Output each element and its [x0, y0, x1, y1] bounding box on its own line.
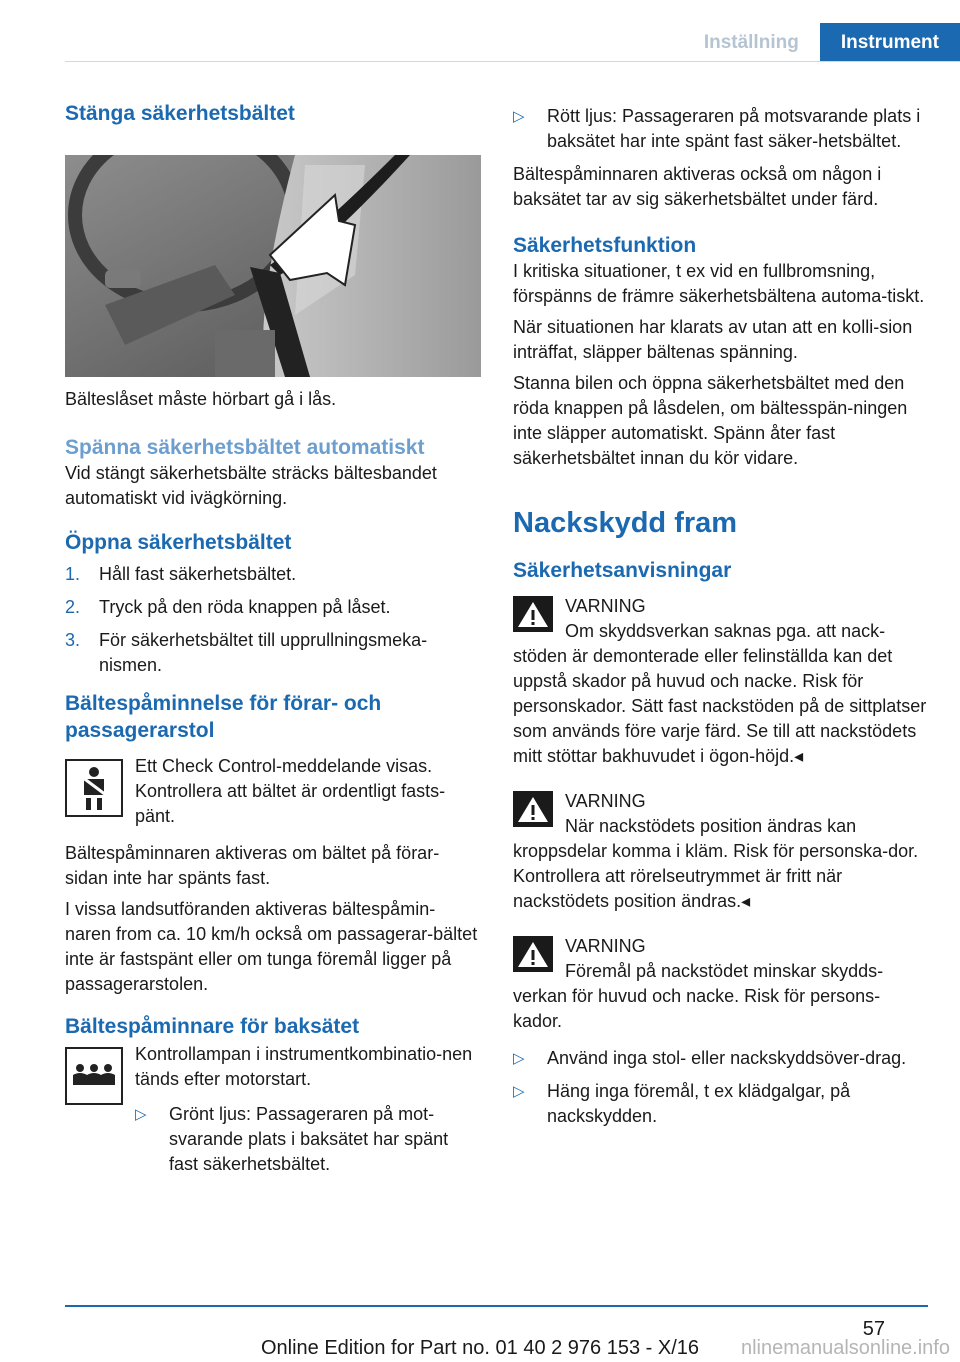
- bullet-text: Grönt ljus: Passageraren på mot-svarande plats i baksätet har spänt fast säkerhetsbältet.: [169, 1104, 449, 1174]
- paragraph-stanna: Stanna bilen och öppna säkerhetsbältet med den röda knappen på låsdelen, om bältesspän-ningen inte släpper automatiskt. Spänn åter fast säkerhetsbältet innan du kör vidare.: [513, 373, 908, 468]
- warning-title: VARNING: [565, 936, 646, 956]
- step-number: 1.: [65, 564, 81, 584]
- bullet-icon: ▷: [135, 1106, 147, 1123]
- list-item: [65, 628, 481, 678]
- headrest-list: [513, 1046, 929, 1129]
- bullet-icon: ▷: [513, 108, 525, 125]
- header-tabs: [683, 23, 960, 62]
- warning-title: VARNING: [565, 596, 646, 616]
- bullet-text: Häng inga föremål, t ex klädgalgar, på nackskydden.: [547, 1081, 851, 1126]
- check-control-block: [65, 754, 481, 829]
- warning-triangle-icon: [513, 936, 553, 972]
- paragraph-check-control: Ett Check Control-meddelande visas. Kontrollera att bältet är ordentligt fasts-pänt.: [135, 756, 446, 826]
- warning-text: När nackstödets position ändras kan kroppsdelar komma i kläm. Risk för personska-dor. Kontrollera att rörelseutrymmet är fritt när nackstödets position ändras.◂: [513, 816, 919, 911]
- steps-list: [65, 562, 481, 678]
- step-text: För säkerhetsbältet till upprullningsmeka-nismen.: [99, 630, 428, 675]
- footer-edition: Online Edition for Part no. 01 40 2 976 153 - X/16: [260, 1337, 700, 1359]
- paragraph-baksatet-fard: Bältespåminnaren aktiveras också om någon i baksätet tar av sig säkerhetsbältet under färd.: [513, 164, 882, 209]
- page-number: 57: [862, 1318, 885, 1340]
- red-light-list: [513, 104, 929, 154]
- rear-passengers-icon: [65, 1047, 123, 1105]
- heading-nackskydd: Nackskydd fram: [513, 507, 738, 539]
- heading-sakerhetsfunktion: Säkerhetsfunktion: [513, 234, 697, 257]
- rear-reminder-block: [65, 1042, 481, 1185]
- footer-divider: [65, 1305, 928, 1307]
- photo-caption: Bälteslåset måste hörbart gå i lås.: [65, 389, 337, 409]
- warning-block: [513, 789, 929, 914]
- step-number: 2.: [65, 597, 81, 617]
- warning-text: Om skyddsverkan saknas pga. att nack-stöden är demonterade eller felinställda kan det uppstå skador på huvud och nacke. Risk för personskador. Sätt fast nackstöden på de sittplatser som används före varje färd. Se till att nackstödets mitt stöttar bakhuvudet i ögon-höjd.◂: [513, 621, 927, 766]
- paragraph-landsutforanden: I vissa landsutföranden aktiveras bältespåmin-naren from ca. 10 km/h också om passagerar-bältet inte är fastspänt eller om tunga föremål ligger på passagerarstolen.: [65, 899, 478, 994]
- list-item: [513, 1079, 929, 1129]
- step-text: Håll fast säkerhetsbältet.: [99, 564, 297, 584]
- list-item: [65, 595, 481, 620]
- seatbelt-warning-icon: [65, 759, 123, 817]
- footer-watermark: nlinemanualsonline.info: [740, 1337, 950, 1359]
- list-item: [65, 562, 481, 587]
- warning-triangle-icon: [513, 596, 553, 632]
- heading-baksatet: Bältespåminnare för baksätet: [65, 1015, 360, 1038]
- seatbelt-illustration: [65, 155, 481, 377]
- bullet-text: Använd inga stol- eller nackskyddsöver-drag.: [547, 1048, 907, 1068]
- bullet-icon: ▷: [513, 1050, 525, 1067]
- list-item: [135, 1102, 481, 1177]
- list-item: [513, 1046, 929, 1071]
- seatbelt-photo: [65, 155, 481, 377]
- paragraph-spanna: Vid stängt säkerhetsbälte sträcks bältesbandet automatiskt vid ivägkörning.: [65, 463, 437, 508]
- heading-sakerhetsanvisningar: Säkerhetsanvisningar: [513, 559, 732, 582]
- bullet-icon: ▷: [513, 1083, 525, 1100]
- paragraph-kritiska: I kritiska situationer, t ex vid en fullbromsning, förspänns de främre säkerhetsbältena automa-tiskt.: [513, 261, 925, 306]
- step-number: 3.: [65, 630, 81, 650]
- warning-title: VARNING: [565, 791, 646, 811]
- heading-baltespaminnelse: Bältespåminnelse för förar- och passagerarstol: [65, 692, 382, 742]
- heading-spanna: Spänna säkerhetsbältet automatiskt: [65, 436, 425, 459]
- warning-block: [513, 934, 929, 1034]
- paragraph-forarsida: Bältespåminnaren aktiveras om bältet på förar-sidan inte har spänts fast.: [65, 843, 440, 888]
- heading-oppna: Öppna säkerhetsbältet: [65, 531, 292, 554]
- heading-stanga: Stänga säkerhetsbältet: [65, 102, 295, 125]
- list-item: [513, 104, 929, 154]
- bullet-text: Rött ljus: Passageraren på motsvarande plats i baksätet har inte spänt fast säker-hetsbältet.: [547, 106, 921, 151]
- tab-instrument[interactable]: Instrument: [820, 23, 960, 62]
- tab-installning[interactable]: Inställning: [683, 23, 820, 62]
- warning-triangle-icon: [513, 791, 553, 827]
- warning-text: Föremål på nackstödet minskar skydds-verkan för huvud och nacke. Risk för persons-kador.: [513, 961, 884, 1031]
- warning-block: [513, 594, 929, 769]
- rear-light-list: [131, 1102, 481, 1177]
- paragraph-kontrollampan: Kontrollampan i instrumentkombinatio-nen tänds efter motorstart.: [135, 1044, 473, 1089]
- step-text: Tryck på den röda knappen på låset.: [99, 597, 391, 617]
- paragraph-situationen: När situationen har klarats av utan att en kolli-sion inträffat, släpper bältenas spänning.: [513, 317, 913, 362]
- right-column: [513, 100, 929, 1137]
- left-column: [65, 100, 481, 1185]
- header-divider: [65, 61, 960, 62]
